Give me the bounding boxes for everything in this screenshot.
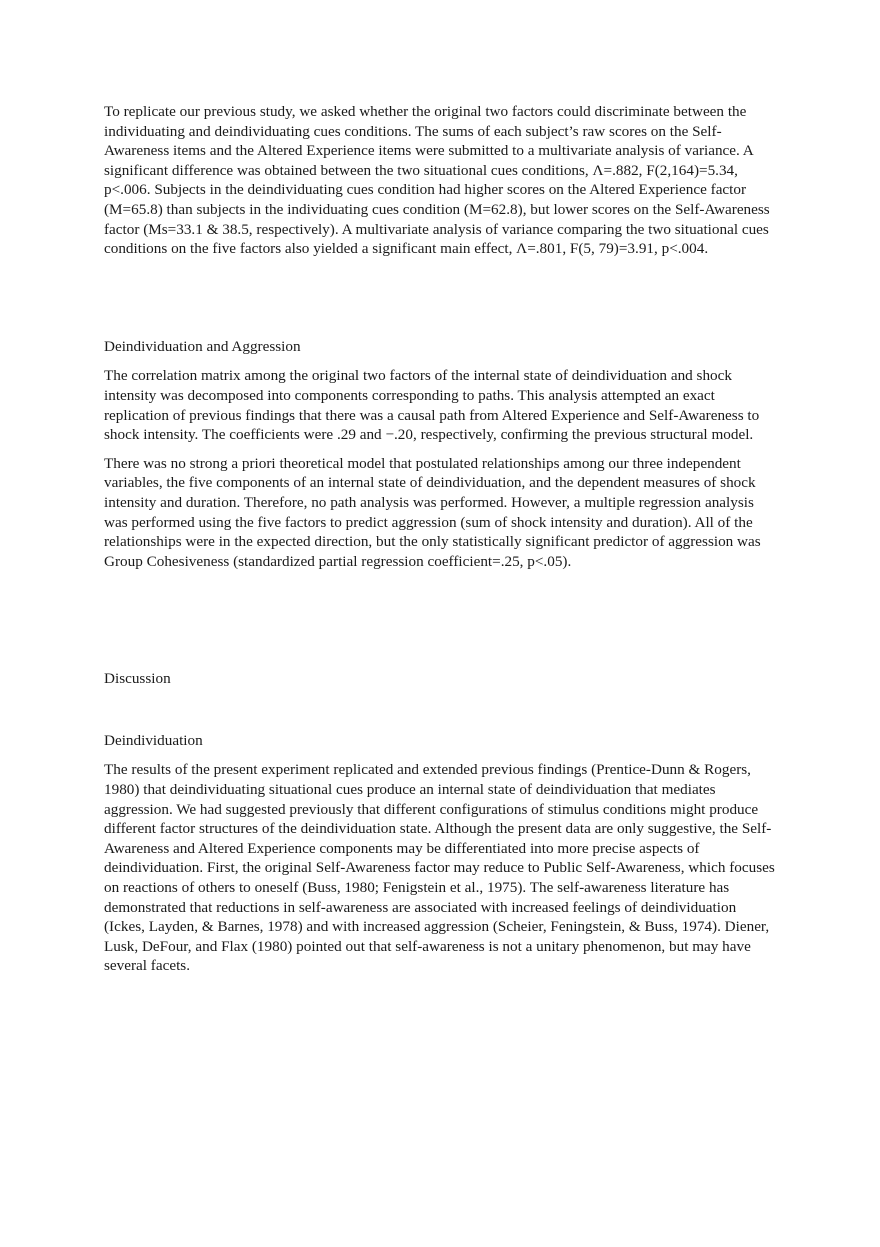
paragraph-correlation-matrix: The correlation matrix among the original two factors of the internal state of deindividuation and shock intensity was decomposed into components corresponding to paths. This analysis attempted an exact replication of previous findings that there was a causal path from Altered Experience and Self-Awareness to shock intensity. The coefficients were .29 and −.20, respectively, confirming the previous structural model. — [104, 367, 760, 444]
section-heading-deindividuation-aggression: Deindividuation and Aggression — [104, 337, 301, 355]
section-heading-discussion: Discussion — [104, 670, 171, 688]
paragraph-regression-analysis: There was no strong a priori theoretical model that postulated relationships among our three independent variables, the five components of an internal state of deindividuation, and the dependent measures of shock intensity and duration. Therefore, no path analysis was performed. However, a multiple regression analysis was performed using the five factors to predict aggression (sum of shock intensity and duration). All of the relationships were in the expected direction, but the only statistically significant predictor of aggression was Group Cohesiveness (standardized partial regression coefficient=.25, p<.05). — [104, 454, 761, 570]
subsection-heading-deindividuation: Deindividuation — [104, 731, 203, 749]
document-page — [104, 102, 780, 976]
paragraph-discussion-deindividuation: The results of the present experiment replicated and extended previous findings (Prentice-Dunn & Rogers, 1980) that deindividuating situational cues produce an internal state of deindividuation that mediates aggression. We had suggested previously that different configurations of stimulus conditions might produce different factor structures of the deindividuation state. Although the present data are only suggestive, the Self-Awareness and Altered Experience components may be differentiated into more precise aspects of deindividuation. First, the original Self-Awareness factor may reduce to Public Self-Awareness, which focuses on reactions of others to oneself (Buss, 1980; Fenigstein et al., 1975). The self-awareness literature has demonstrated that reductions in self-awareness are associated with increased feelings of deindividuation (Ickes, Layden, & Barnes, 1978) and with increased aggression (Scheier, Feningstein, & Buss, 1974). Diener, Lusk, DeFour, and Flax (1980) pointed out that self-awareness is not a unitary phenomenon, but may have several facets. — [104, 761, 775, 975]
results-paragraph-manova: To replicate our previous study, we asked whether the original two factors could discriminate between the individuating and deindividuating cues conditions. The sums of each subject’s raw scores on the Self-Awareness items and the Altered Experience items were submitted to a multivariate analysis of variance. A significant difference was obtained between the two situational cues conditions, Λ=.882, F(2,164)=5.34, p<.006. Subjects in the deindividuating cues condition had higher scores on the Altered Experience factor (M=65.8) than subjects in the individuating cues condition (M=62.8), but lower scores on the Self-Awareness factor (Ms=33.1 & 38.5, respectively). A multivariate analysis of variance comparing the two situational cues conditions on the five factors also yielded a significant main effect, Λ=.801, F(5, 79)=3.91, p<.004. — [104, 103, 770, 258]
